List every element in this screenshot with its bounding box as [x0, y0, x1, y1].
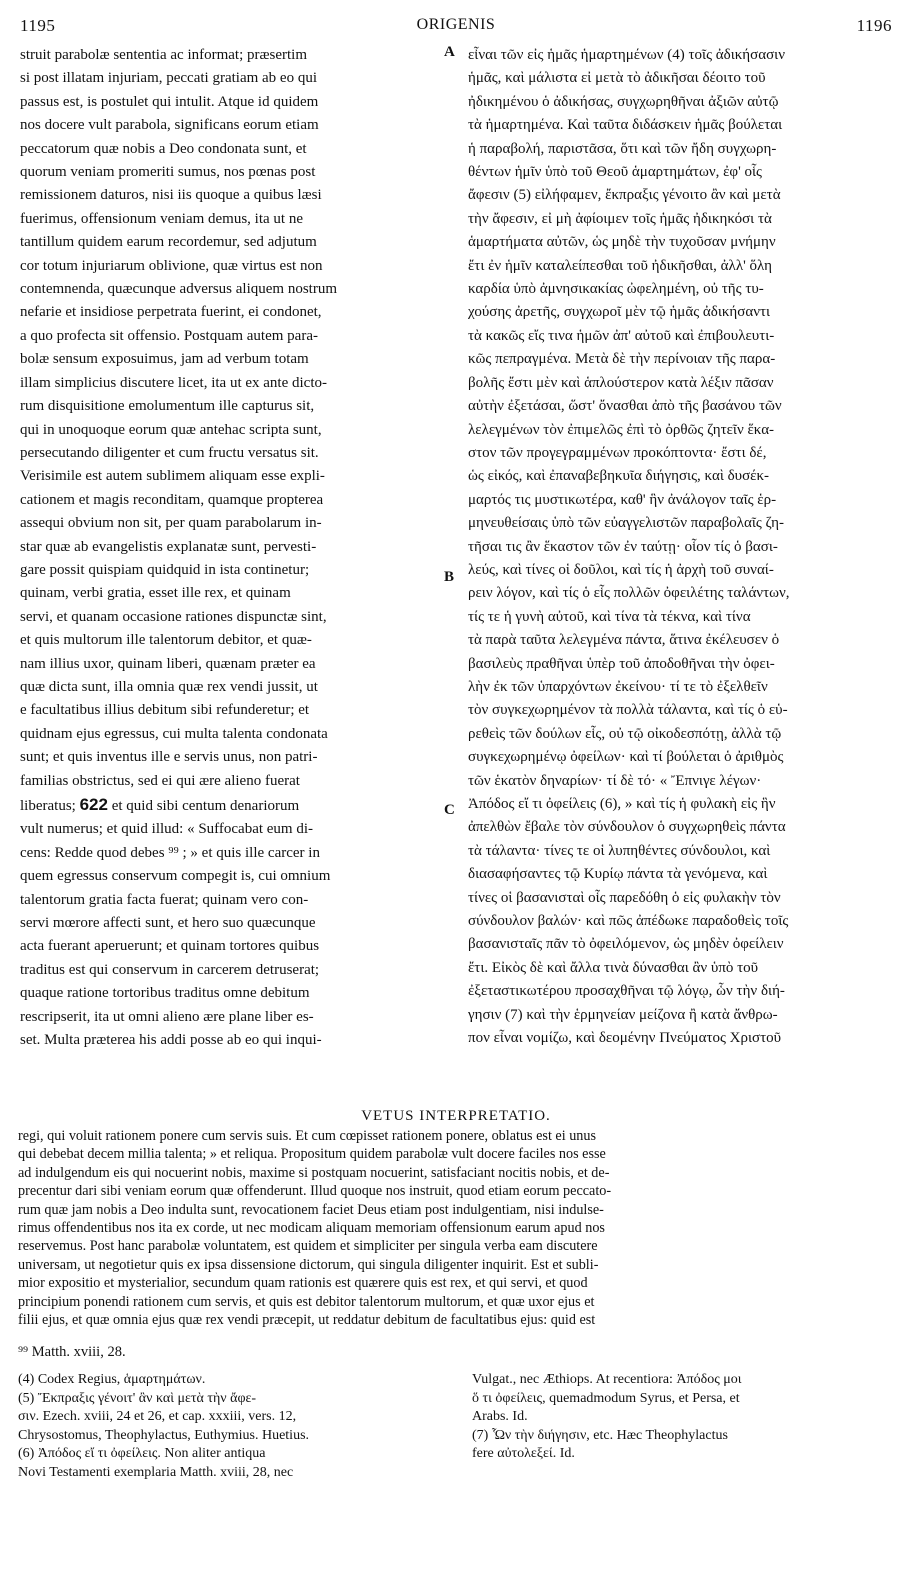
latin-line: nam illius uxor, quinam liberi, quænam præter ea [20, 655, 316, 672]
latin-line: contemnenda, quæcunque adversus aliquem nostrum [20, 281, 338, 298]
greek-column [468, 44, 892, 1050]
footnote-line: ὅ τι ὀφείλεις, quemadmodum Syrus, et Persa, et [472, 1390, 740, 1406]
greek-line: τὴν ἄφεσιν, εἰ μὴ ἀφίοιμεν τοῖς ἡμᾶς ἠδικηκόσι τὰ [468, 210, 772, 227]
latin-line: persecutando diligenter et cum fructu versatus sit. [20, 444, 319, 461]
latin-line: quaque ratione tortoribus traditus omne debitum [20, 985, 310, 1002]
greek-line: ἁμαρτήματα αὐτῶν, ὡς μηδὲ τὴν τυχοῦσαν μνήμην [468, 234, 776, 251]
latin-line: nefarie et insidiose perpetrata fuerint, ei condonet, [20, 304, 322, 321]
greek-line: τὸν συγκεχωρημένον τὰ πολλὰ τάλαντα, καὶ τίς ὁ εὑ- [468, 702, 788, 719]
greek-line: τὰ τάλαντα· τίνες τε οἱ λυπηθέντες σύνδουλοι, καὶ [468, 842, 771, 859]
greek-line: τῆσαι τις ἂν ἕκαστον τῶν ἐν ταύτῃ· οἷον τίς ὁ βασι- [468, 538, 778, 555]
footnote-line: (7) Ὧν τὴν διήγησιν, etc. Hæc Theophylactus [472, 1427, 728, 1443]
vetus-line: rum quæ jam nobis a Deo indulta sunt, revocationem faciet Deus etiam post indulgentiam, nisi indulse- [18, 1201, 604, 1218]
greek-line: μηνευθείσαις ὑπὸ τῶν εὐαγγελιστῶν παραβολαῖς ζη- [468, 515, 785, 532]
page-number-right: 1196 [856, 16, 892, 35]
greek-line: ἡμᾶς, καὶ μάλιστα εἰ μετὰ τὸ ἀδικῆσαι δέοιτο τοῦ [468, 70, 766, 87]
latin-line: qui in unoquoque eorum quæ antehac scripta sunt, [20, 421, 322, 438]
latin-line-622 [20, 793, 438, 818]
latin-line: assequi obvium non sit, per quam parabolarum in- [20, 515, 322, 532]
latin-line: illam simplicius discutere licet, ita ut ex ante dicto- [20, 374, 327, 391]
greek-line: λὴν ἐκ τῶν ὑπαρχόντων ἐκείνου· τί τε τὸ ἐξελθεῖν [468, 678, 768, 695]
latin-line: rum disquisitione emolumentum ille capturus sit, [20, 398, 315, 415]
footnote-line: (6) Ἀπόδος εἴ τι ὀφείλεις. Non aliter antiqua [18, 1446, 266, 1462]
latin-line: set. Multa præterea his addi posse ab eo qui inqui- [20, 1032, 322, 1049]
page [18, 14, 894, 1564]
footnote-line: Vulgat., nec Æthiops. At recentiora: Ἀπόδος μοι [472, 1372, 742, 1388]
vetus-interpretatio-title: VETUS INTERPRETATIO. [361, 1108, 551, 1124]
latin-column [20, 44, 438, 1052]
greek-line: ἡ παραβολή, παριστᾶσα, ὅτι καὶ τῶν ἤδη συγχωρη- [468, 140, 777, 157]
vetus-line: ad indulgendum eis qui nocuerint nobis, maxime si postquam nocuerint, satisfaciant nocitis nobis, et de- [18, 1164, 610, 1181]
greek-line: ρεθεὶς τῶν δούλων εἷς, οὐ τῷ οἰκοδεσπότῃ, ἀλλὰ τῷ [468, 725, 782, 742]
latin-line: cor totum injuriarum oblivione, quæ virtus est non [20, 257, 323, 274]
vetus-line: filii ejus, et quæ omnia ejus quæ rex vendi præcepit, ut reddatur debitum de facultatibus ejus: quid est [18, 1312, 596, 1329]
latin-line: Verisimile est autem sublimem aliquam esse expli- [20, 468, 325, 485]
latin-line-622-before: liberatus; [20, 798, 80, 814]
latin-line: sunt; et quis inventus ille e servis unus, non patri- [20, 749, 318, 766]
latin-line: a quo profecta sit offensio. Postquam autem para- [20, 327, 318, 344]
greek-line: λελεγμένων τὸν ἐπιμελῶς ἐπὶ τὸ ὀρθῶς ζητεῖν ἕκα- [468, 421, 775, 438]
latin-line: talentorum gratia facta fuerat; quinam vero con- [20, 891, 309, 908]
latin-line: traditus est qui conservum in carcerem detruserat; [20, 961, 320, 978]
greek-line: βασιλεὺς πραθῆναι ὑπὲρ τοῦ ἀποδοθῆναι τὴν ὀφει- [468, 655, 775, 672]
footnote-line: Chrysostomus, Theophylactus, Euthymius. Huetius. [18, 1427, 310, 1443]
latin-line: passus est, is postulet qui intulit. Atque id quidem [20, 93, 319, 110]
page-number-left: 1195 [20, 16, 56, 35]
latin-line: quinam, verbi gratia, esset ille rex, et quinam [20, 585, 291, 602]
vetus-interpretatio-text [18, 1127, 894, 1329]
greek-line: τὰ ἡμαρτημένα. Καὶ ταῦτα διδάσκειν ἡμᾶς βούλεται [468, 117, 783, 134]
greek-line: εἶναι τῶν εἰς ἡμᾶς ἡμαρτημένων (4) τοῖς ἀδικήσασιν [468, 47, 785, 63]
latin-line: struit parabolæ sententia ac informat; præsertim [20, 47, 308, 63]
latin-line: servi mœrore affecti sunt, et hero suo quæcunque [20, 915, 316, 932]
footnote-line: Novi Testamenti exemplaria Matth. xviii, 28, nec [18, 1464, 294, 1480]
greek-line: τὰ παρὰ ταῦτα λελεγμένα πάντα, ἅτινα ἐκέλευσεν ὁ [468, 632, 780, 649]
latin-line-622-after: et quid sibi centum denariorum [107, 798, 300, 814]
latin-line: acta fuerant aperuerunt; et quinam tortores quibus [20, 938, 320, 955]
latin-line: peccatorum quæ nobis a Deo condonata sunt, et [20, 140, 307, 157]
latin-line: quæ dicta sunt, illa omnia quæ rex vendi jussit, ut [20, 678, 318, 695]
vetus-line: mior expositio et mysterialior, secundum quam rationis est quærere quis est rex, et qui servi, et quod [18, 1275, 588, 1292]
vetus-line: precentur dari sibi veniam eorum quæ offenderunt. Illud quoque nos instruit, quod etiam eorum peccato- [18, 1183, 612, 1200]
greek-line: λεύς, καὶ τίνες οἱ δοῦλοι, καὶ τίς ἡ ἀρχὴ τοῦ συναί- [468, 561, 774, 578]
footnote-line: fere αὐτολεξεί. Id. [472, 1446, 575, 1462]
greek-line: ὡς εἰκός, καὶ ἐπαναβεβηκυῖα διήγησις, καὶ δυσέκ- [468, 468, 770, 485]
greek-line: ἔτι. Εἰκὸς δὲ καὶ ἄλλα τινὰ δύνασθαι ἂν ὑπὸ τοῦ [468, 959, 759, 976]
latin-line: si post illatam injuriam, peccati gratiam ab eo qui [20, 70, 317, 87]
vetus-line: regi, qui voluit rationem ponere cum servis suis. Et cum cœpisset rationem ponere, oblatus est ei unus [18, 1128, 597, 1144]
latin-line: vult numerus; et quid illud: « Suffocabat eum di- [20, 821, 314, 838]
greek-line: βολῆς ἔστι μὲν καὶ ἁπλούστερον κατὰ λέξιν πᾶσαν [468, 374, 774, 391]
footnote-line: σιν. Ezech. xviii, 24 et 26, et cap. xxxiii, vers. 12, [18, 1409, 297, 1425]
latin-line: e facultatibus illius debitum sibi refunderetur; et [20, 702, 310, 719]
vetus-line: reservemus. Post hanc parabolæ voluntatem, est quidem et simpliciter per singula verba eam discutere [18, 1238, 598, 1255]
latin-line: quorum veniam promeriti sumus, nos pœnas post [20, 164, 316, 181]
footnote-line: (4) Codex Regius, ἁμαρτημάτων. [18, 1372, 206, 1388]
footnote-99: ⁹⁹ Matth. xviii, 28. [18, 1344, 126, 1361]
latin-line: fuerimus, offensionum veniam demus, ita ut ne [20, 210, 304, 227]
greek-line: κῶς πεπραγμένα. Μετὰ δὲ τὴν περίνοιαν τῆς παρα- [468, 351, 776, 368]
greek-line: ἀπελθὼν ἔβαλε τὸν σύνδουλον ὁ συγχωρηθεὶς πάντα [468, 819, 786, 836]
footnote-line: Arabs. Id. [472, 1409, 528, 1425]
two-column-body [18, 44, 894, 1104]
greek-line: τῶν ἑκατὸν δηναρίων· τί δὲ τό· « Ἔπνιγε λέγων· [468, 772, 762, 789]
greek-line: ἔτι ἐν ἡμῖν καταλείπεσθαι τοῦ ἠδικῆσθαι, ἀλλ' ὅλη [468, 257, 773, 274]
latin-line: quem egressus conservum compegit is, cui omnium [20, 868, 331, 885]
greek-line: ἄφεσιν (5) εἰλήφαμεν, ἔκπραξις γένοιτο ἂν καὶ μετὰ [468, 187, 781, 204]
greek-line: τίς τε ἡ γυνὴ αὐτοῦ, καὶ τίνα τὰ τέκνα, καὶ τίνα [468, 608, 751, 625]
latin-line: rescripserit, ita ut omni alieno ære plane liber es- [20, 1008, 314, 1025]
greek-line: ρειν λόγον, καὶ τίς ὁ εἷς πολλῶν ὀφειλέτης ταλάντων, [468, 585, 790, 602]
vetus-line: rimus offendentibus nos ita ex corde, ut nec modicam aliquam memoriam offensionum earum apud nos [18, 1220, 605, 1237]
latin-line: familias obstrictus, sed ei qui ære alieno fuerat [20, 772, 300, 789]
greek-line: βασανισταῖς πᾶν τὸ ὀφειλόμενον, ὡς μηδὲν ὀφείλειν [468, 936, 784, 953]
vetus-line: universam, ut negotietur quis ex ipsa dissensione dictorum, qui singula diligenter inquirit. Est et subli- [18, 1256, 599, 1273]
greek-line: τὰ κακῶς εἴς τινα ἡμῶν ἀπ' αὐτοῦ καὶ ἐπιβουλευτι- [468, 327, 775, 344]
latin-line: tantillum quidem earum recordemur, sed adjutum [20, 234, 317, 251]
section-marker-b: B [444, 569, 455, 585]
greek-line: διασαφήσαντες τῷ Κυρίῳ πάντα τὰ γενόμενα, καὶ [468, 866, 768, 883]
greek-line: τίνες οἱ βασανισταὶ οἷς παρεδόθη ὁ εἰς φυλακὴν τὸν [468, 889, 781, 906]
greek-line: ἠδικημένου ὁ ἀδικήσας, συγχωρηθῆναι ἀξιῶν αὐτῷ [468, 93, 779, 110]
greek-line: θέντων ἡμῖν ὑπὸ τοῦ Θεοῦ ἁμαρτημάτων, ἐφ' οἷς [468, 164, 763, 181]
greek-line: γησιν (7) καὶ τὴν ἑρμηνείαν μείζονα ἢ κατὰ ἄνθρω- [468, 1006, 778, 1023]
greek-line: αὐτὴν ἐξετάσαι, ὥστ' ὄνασθαι ἀπὸ τῆς βασάνου τῶν [468, 398, 782, 415]
greek-line: πον εἶναι νομίζω, καὶ δεομένην Πνεύματος Χριστοῦ [468, 1030, 782, 1047]
latin-line: servi, et quanam occasione rationes dispunctæ sint, [20, 608, 327, 625]
greek-line: ἐξεταστικωτέρου προσαχθῆναι τῷ λόγῳ, ὧν τὴν διή- [468, 983, 785, 1000]
greek-line: μαρτός τις μυστικωτέρα, καθ' ἣν ἀνάλογον ταῖς ἑρ- [468, 491, 777, 508]
greek-line: συγκεχωρημένῳ ὀφείλων· καὶ τί βούλεται ὁ ἀριθμὸς [468, 749, 784, 766]
latin-line: cationem et magis reconditam, quamque propterea [20, 491, 324, 508]
column-number-622: 622 [79, 795, 108, 814]
latin-line: star quæ ab evangelistis explanatæ sunt, pervesti- [20, 538, 317, 555]
footnotes-right [472, 1371, 894, 1464]
page-header [18, 14, 894, 44]
section-marker-c: C [444, 802, 455, 818]
greek-line: Ἀπόδος εἴ τι ὀφείλεις (6), » καὶ τίς ἡ φυλακὴ εἰς ἣν [468, 796, 776, 812]
greek-line: καρδία ὑπὸ ἀμνησικακίας ὠφελημένη, οὐ τῆς τυ- [468, 281, 764, 298]
vetus-line: principium ponendi rationem cum servis, et quis est debitor talentorum multorum, et quæ uxor ejus et [18, 1293, 595, 1310]
greek-line: σύνδουλον βαλών· καὶ πῶς ἀπέδωκε παραδοθεὶς τοῖς [468, 913, 789, 930]
footnotes [18, 1343, 894, 1480]
footnote-line: (5) Ἔκπραξις γένοιτ' ἂν καὶ μετὰ τὴν ἄφε- [18, 1390, 257, 1406]
footnotes-left [18, 1371, 448, 1482]
greek-line: χούσης ἀρετῆς, συγχωροῖ μὲν τῷ ἡμᾶς ἀδικήσαντι [468, 304, 771, 321]
latin-line: bolæ sensum exposuimus, jam ad verbum totam [20, 351, 309, 368]
vetus-line: qui debebat decem millia talenta; » et reliqua. Propositum quidem parabolæ vult docere faciles nos esse [18, 1146, 606, 1163]
running-title: ORIGENIS [416, 16, 496, 33]
latin-line: cens: Redde quod debes ⁹⁹ ; » et quis ille carcer in [20, 844, 320, 861]
greek-line: στον τῶν προγεγραμμένων προκόπτοντα· ἔστι δέ, [468, 444, 767, 461]
section-marker-a: A [444, 44, 455, 60]
latin-line: quidnam ejus egressus, cui multa talenta condonata [20, 725, 328, 742]
latin-line: et quis multorum ille talentorum debitor, et quæ- [20, 632, 312, 649]
latin-line: nos docere vult parabola, significans eorum etiam [20, 117, 319, 134]
latin-line: gare possit quispiam quidquid in ista continetur; [20, 561, 310, 578]
latin-line: remissionem daturos, nisi iis quoque a quibus læsi [20, 187, 322, 204]
